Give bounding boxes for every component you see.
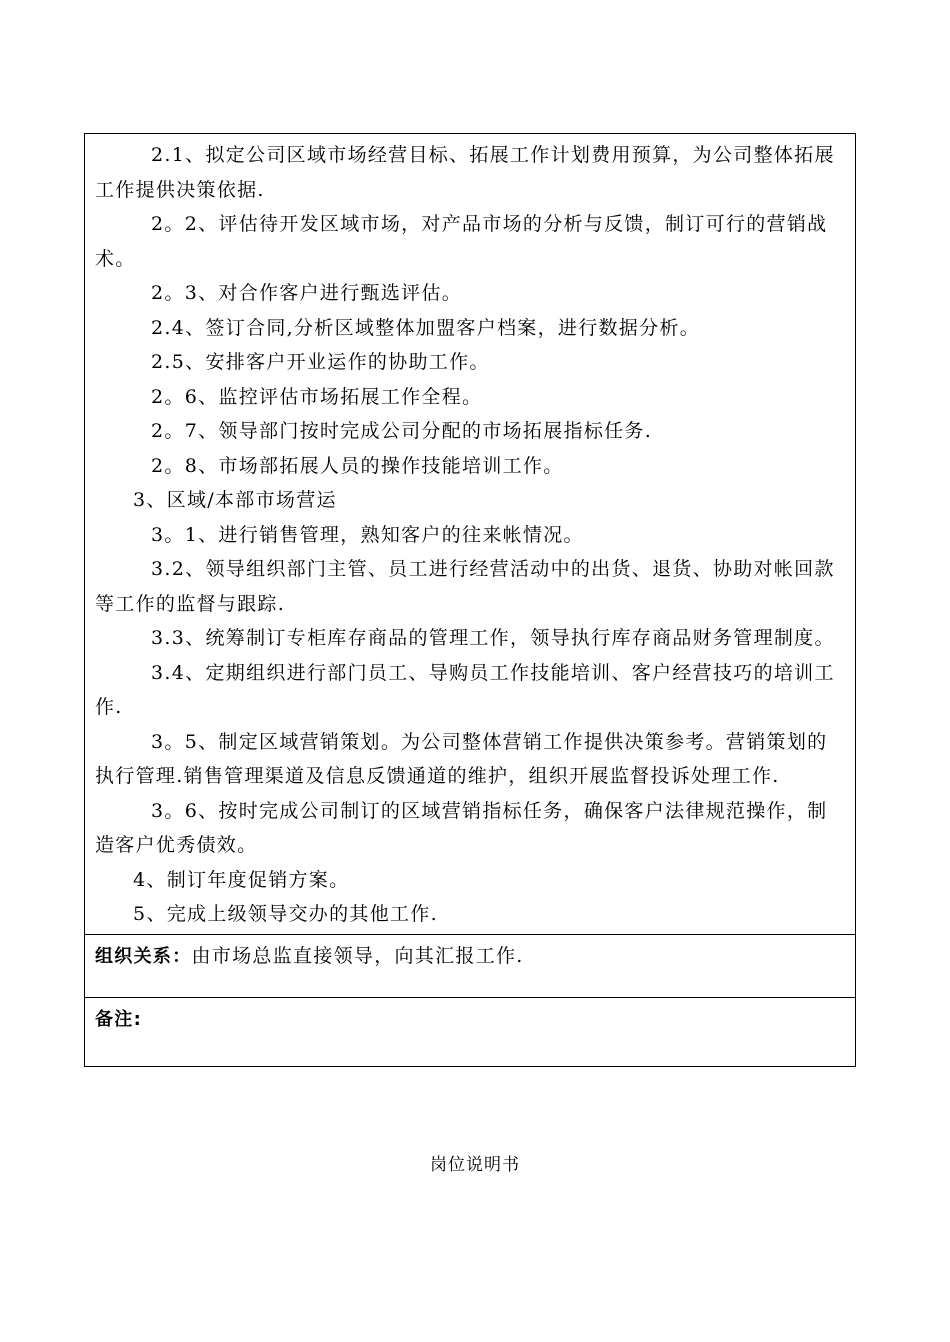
duty-section-heading: 3、区域/本部市场营运 bbox=[133, 489, 337, 511]
duty-item: 3。1、进行销售管理，熟知客户的往来帐情况。 bbox=[151, 523, 584, 546]
org-relation-cell bbox=[85, 935, 855, 998]
org-relation-line bbox=[95, 939, 845, 975]
duty-item: 2。3、对合作客户进行甄选评估。 bbox=[151, 282, 463, 304]
duty-item: 2.4、签订合同,分析区域整体加盟客户档案，进行数据分析。 bbox=[151, 316, 701, 339]
duty-item: 3.2、领导组织部门主管、员工进行经营活动中的出货、退货、协助对帐回款等工作的监督与跟踪. bbox=[95, 558, 835, 615]
note-label: 备注: bbox=[95, 1008, 143, 1030]
duties-cell bbox=[85, 134, 855, 935]
duty-item: 2。2、评估待开发区域市场，对产品市场的分析与反馈，制订可行的营销战术。 bbox=[95, 213, 828, 270]
duty-section-heading: 5、完成上级领导交办的其他工作. bbox=[133, 903, 438, 925]
duty-item: 2。8、市场部拓展人员的操作技能培训工作。 bbox=[151, 454, 564, 477]
org-relation-label: 组织关系： bbox=[95, 945, 192, 967]
note-line bbox=[95, 1002, 845, 1038]
duty-item: 3。6、按时完成公司制订的区域营销指标任务，确保客户法律规范操作，制造客户优秀债效。 bbox=[95, 799, 828, 856]
duty-item: 2。7、领导部门按时完成公司分配的市场拓展指标任务. bbox=[151, 420, 653, 442]
duty-item: 3.3、统筹制订专柜库存商品的管理工作，领导执行库存商品财务管理制度。 bbox=[151, 627, 835, 649]
job-description-table bbox=[84, 133, 856, 1067]
duty-item: 2.5、安排客户开业运作的协助工作。 bbox=[151, 351, 490, 373]
duty-section-heading: 4、制订年度促销方案。 bbox=[133, 868, 350, 891]
duty-item: 2.1、拟定公司区域市场经营目标、拓展工作计划费用预算，为公司整体拓展工作提供决策依据. bbox=[95, 144, 835, 201]
note-cell bbox=[85, 998, 855, 1066]
duty-item: 2。6、监控评估市场拓展工作全程。 bbox=[151, 385, 483, 408]
page-footer-title: 岗位说明书 bbox=[430, 1155, 520, 1175]
org-relation-text: 由市场总监直接领导，向其汇报工作. bbox=[191, 944, 524, 967]
duty-item: 3.4、定期组织进行部门员工、导购员工作技能培训、客户经营技巧的培训工作. bbox=[95, 661, 835, 718]
duty-item: 3。5、制定区域营销策划。为公司整体营销工作提供决策参考。营销策划的执行管理.销售管理渠道及信息反馈通道的维护，组织开展监督投诉处理工作. bbox=[95, 730, 828, 787]
